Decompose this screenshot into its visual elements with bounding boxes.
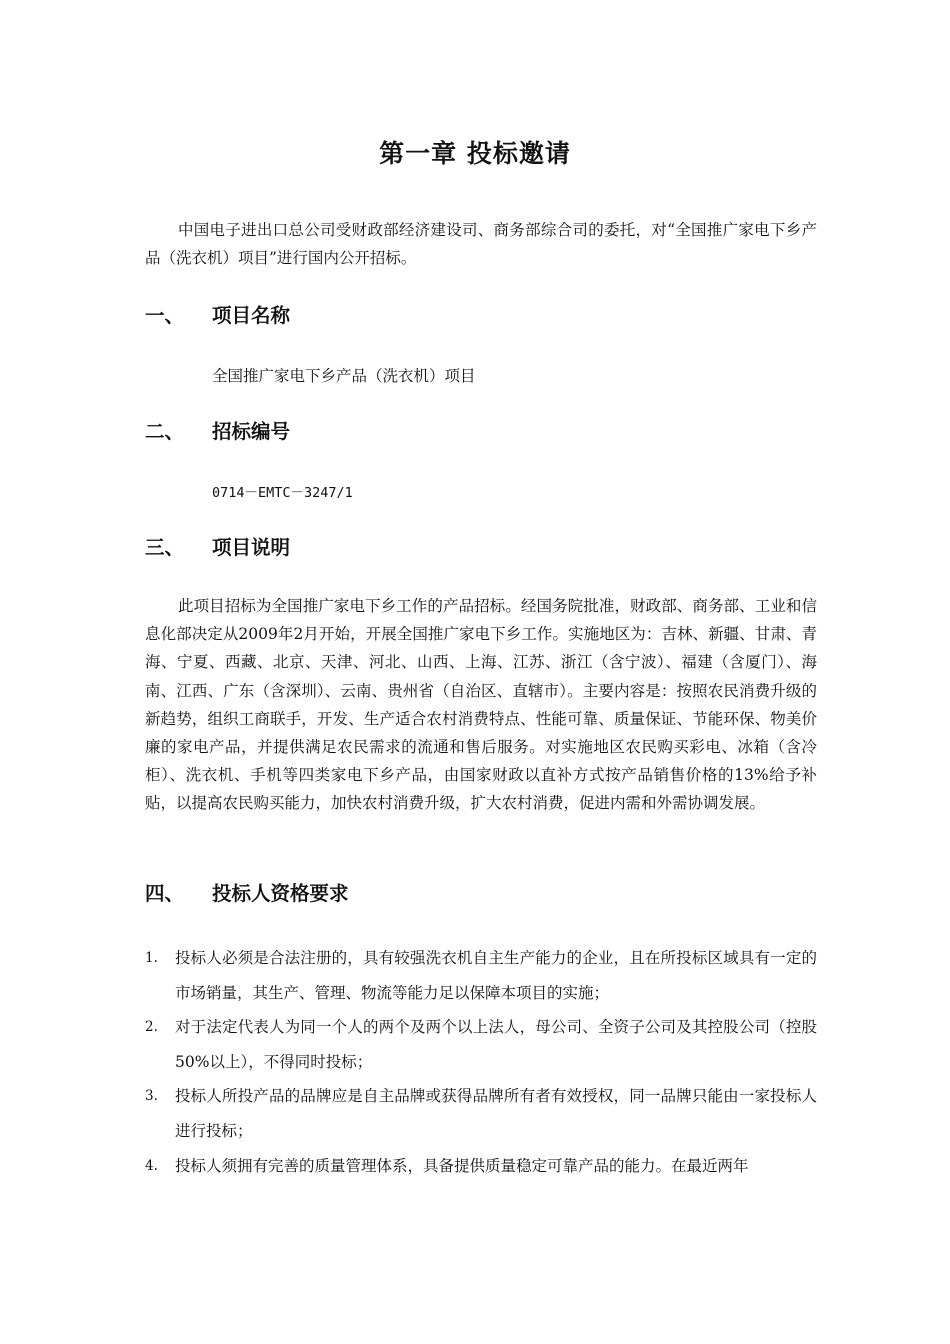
intro-paragraph: 中国电子进出口总公司受财政部经济建设司、商务部综合司的委托，对“全国推广家电下乡产品（洗衣机）项目”进行国内公开招标。 [145,221,817,268]
project-name-value: 全国推广家电下乡产品（洗衣机）项目 [212,367,476,385]
section-title: 项目名称 [212,304,291,327]
list-item [145,1149,817,1184]
list-item-index: 3. [145,1088,158,1105]
section-title: 项目说明 [212,536,291,559]
section-number: 一、 [145,304,185,327]
list-item [145,1010,817,1079]
list-item-index: 2. [145,1019,158,1036]
section-heading-3 [145,532,290,560]
list-item-text: 投标人须拥有完善的质量管理体系，具备提供质量稳定可靠产品的能力。在最近两年 [175,1156,749,1175]
requirements-list [145,941,817,1183]
section-number: 二、 [145,420,185,443]
list-item [145,1079,817,1148]
section-number: 四、 [145,882,185,905]
list-item [145,941,817,1010]
project-description-paragraph: 此项目招标为全国推广家电下乡工作的产品招标。经国务院批准，财政部、商务部、工业和信息化部决定从2009年2月开始，开展全国推广家电下乡工作。实施地区为：吉林、新疆、甘肃、青海、宁夏、西藏、北京、天津、河北、山西、上海、江苏、浙江（含宁波）、福建（含厦门）、海南、江西、广东（含深圳）、云南、贵州省（自治区、直辖市）。主要内容是：按照农民消费升级的新趋势，组织工商联手，开发、生产适合农村消费特点、性能可靠、质量保证、节能环保、物美价廉的家电产品，并提供满足农民需求的流通和售后服务。对实施地区农民购买彩电、冰箱（含冷柜）、洗衣机、手机等四类家电下乡产品，由国家财政以直补方式按产品销售价格的13%给予补贴，以提高农民购买能力，加快农村消费升级，扩大农村消费，促进内需和外需协调发展。 [145,597,817,813]
list-item-text: 投标人必须是合法注册的，具有较强洗衣机自主生产能力的企业，且在所投标区域具有一定的市场销量，其生产、管理、物流等能力足以保障本项目的实施； [175,949,817,1002]
section-title: 招标编号 [212,420,291,443]
chapter-title: 第一章 投标邀请 [379,139,571,168]
list-item-text: 对于法定代表人为同一个人的两个及两个以上法人，母公司、全资子公司及其控股公司（控股50%以上），不得同时投标； [175,1018,817,1071]
tender-number-value: 0714－EMTC－3247/1 [212,485,353,501]
section-heading-2 [145,416,290,444]
list-item-index: 4. [145,1157,158,1174]
section-heading-1 [145,300,290,328]
list-item-index: 1. [145,950,158,966]
section-heading-4 [145,878,349,906]
section-title: 投标人资格要求 [212,882,349,905]
list-item-text: 投标人所投产品的品牌应是自主品牌或获得品牌所有者有效授权，同一品牌只能由一家投标人进行投标； [175,1087,817,1140]
section-number: 三、 [145,536,185,559]
